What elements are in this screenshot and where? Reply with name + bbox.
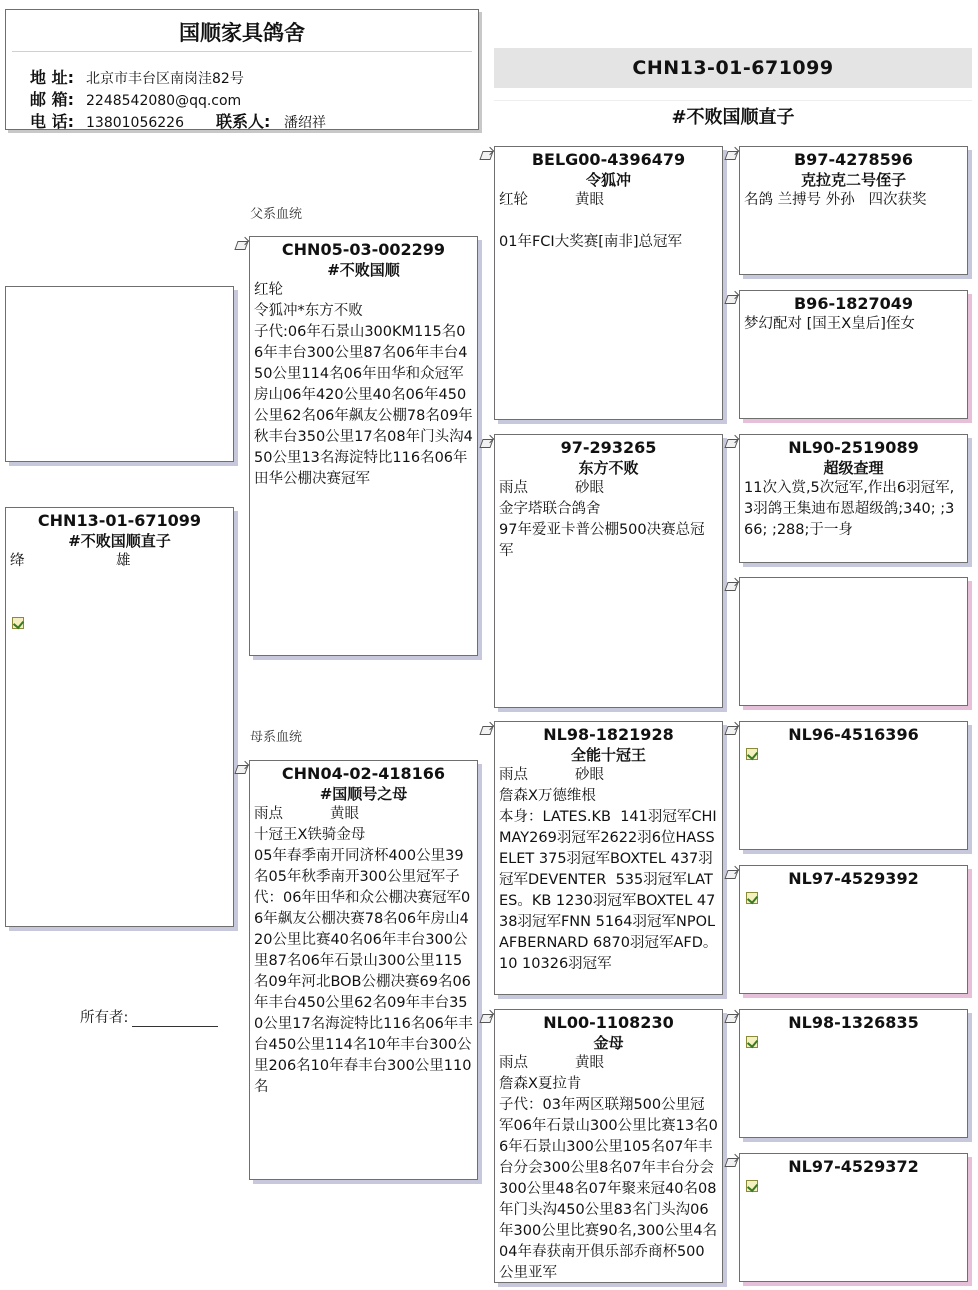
email-row bbox=[30, 87, 241, 110]
contact-label: 联系人: bbox=[216, 112, 271, 131]
edit-pin-icon[interactable] bbox=[724, 867, 738, 881]
ss-attributes bbox=[495, 190, 722, 211]
sds-name: 超级查理 bbox=[823, 459, 884, 477]
dds-ring: NL98-1326835 bbox=[788, 1013, 919, 1032]
subject-card[interactable] bbox=[5, 507, 234, 927]
ds-details: 詹森X万德维根 本身：LATES.KB 141羽冠军CHIMAY269羽冠军2622羽6位HASSELET 375羽冠军BOXTEL 437羽冠军DEVENTER 535羽冠军LATES。KB 1230羽冠军BOXTEL 4738羽冠军FNN 5164羽冠军NPOLAFBERNARD 6870羽冠军AFD。10 10326羽冠军 bbox=[499, 788, 718, 972]
pigeon-ring-number: CHN13-01-671099 bbox=[494, 48, 972, 88]
check-note-icon[interactable] bbox=[746, 748, 758, 760]
edit-pin-icon[interactable] bbox=[234, 238, 248, 252]
phone-label: 电 话: bbox=[30, 112, 74, 131]
sire-sire-card[interactable] bbox=[494, 146, 723, 420]
check-note-icon[interactable] bbox=[12, 617, 24, 629]
ssd-details: 梦幻配对 [国王X皇后]侄女 bbox=[744, 316, 915, 332]
edit-pin-icon[interactable] bbox=[724, 1011, 738, 1025]
ssd-ring: B96-1827049 bbox=[793, 294, 914, 313]
sd-details: 金字塔联合鸽舍 97年爱亚卡普公棚500决赛总冠军 bbox=[499, 501, 705, 559]
dam-details: 十冠王X铁骑金母 05年春季南开同济杯400公里39名05年秋季南开300公里冠军子代：06年田华和众公棚决赛冠军06年飙友公棚决赛78名06年房山420公里比赛40名06年丰台300公里87名06年石景山300公里115名09年河北BOB公棚决赛69名06年丰台450公里62名09年丰台350公里17名海淀特比116名06年丰台450公里114名10年丰台300公里206名10年春丰台300公里110名 bbox=[254, 827, 473, 1095]
dam-ring: CHN04-02-418166 bbox=[281, 764, 446, 783]
email-value: 2248542080@qq.com bbox=[86, 93, 242, 109]
loft-info-card bbox=[5, 9, 479, 130]
address-value: 北京市丰台区南岗洼82号 bbox=[86, 71, 244, 87]
edit-pin-icon[interactable] bbox=[479, 436, 493, 450]
sd-attributes bbox=[495, 478, 722, 499]
dam-color: 雨点 bbox=[254, 806, 283, 822]
dd-details: 詹森X夏拉肯 子代：03年两区联翔500公里冠军06年石景山300公里比赛13名06年石景山300公里105名07年丰台分会300公里8名07年丰台分会300公里48名07年聚来冠40名08年门头沟450公里83名门头沟06年300公里比赛90名,300公里4名04年春获南开俱乐部乔商杯500公里亚军 bbox=[499, 1076, 718, 1281]
ddd-card[interactable] bbox=[739, 1153, 968, 1282]
edit-pin-icon[interactable] bbox=[479, 723, 493, 737]
subject-color: 绛 bbox=[10, 553, 25, 569]
sss-ring: B97-4278596 bbox=[793, 150, 914, 169]
edit-pin-icon[interactable] bbox=[724, 1155, 738, 1169]
ssd-card[interactable] bbox=[739, 290, 968, 419]
owner-field[interactable] bbox=[80, 1006, 218, 1027]
ss-ring: BELG00-4396479 bbox=[531, 150, 686, 169]
sire-ring: CHN05-03-002299 bbox=[281, 240, 446, 259]
dds-card[interactable] bbox=[739, 1009, 968, 1138]
check-note-icon[interactable] bbox=[746, 1180, 758, 1192]
dam-dam-card[interactable] bbox=[494, 1009, 723, 1283]
dam-attributes bbox=[250, 804, 477, 825]
sd-name: 东方不败 bbox=[578, 459, 639, 477]
dam-card[interactable] bbox=[249, 760, 478, 1180]
edit-pin-icon[interactable] bbox=[724, 436, 738, 450]
email-label: 邮 箱: bbox=[30, 90, 74, 109]
address-label: 地 址: bbox=[30, 68, 74, 87]
check-note-icon[interactable] bbox=[746, 1036, 758, 1048]
phone-value: 13801056226 bbox=[86, 115, 184, 131]
sss-name: 克拉克二号侄子 bbox=[800, 171, 906, 189]
ds-eye: 砂眼 bbox=[575, 767, 604, 783]
sss-card[interactable] bbox=[739, 146, 968, 275]
check-note-icon[interactable] bbox=[746, 892, 758, 904]
dd-name: 金母 bbox=[593, 1034, 624, 1052]
edit-pin-icon[interactable] bbox=[724, 292, 738, 306]
ss-color: 红轮 bbox=[499, 192, 528, 208]
contact-value: 潘绍祥 bbox=[284, 115, 326, 131]
ds-name: 全能十冠王 bbox=[570, 746, 646, 764]
sds-ring: NL90-2519089 bbox=[788, 438, 919, 457]
dam-eye: 黄眼 bbox=[330, 806, 359, 822]
dam-sire-card[interactable] bbox=[494, 721, 723, 995]
sds-details: 11次入赏,5次冠军,作出6羽冠军,3羽鸽王集迪布恩超级鸽;340; ;366; ;288;于一身 bbox=[744, 480, 955, 538]
edit-pin-icon[interactable] bbox=[724, 579, 738, 593]
ddd-ring: NL97-4529372 bbox=[788, 1157, 919, 1176]
dam-line-label: 母系血统 bbox=[250, 730, 303, 745]
subject-ring: CHN13-01-671099 bbox=[37, 511, 202, 530]
edit-pin-icon[interactable] bbox=[724, 148, 738, 162]
edit-pin-icon[interactable] bbox=[234, 762, 248, 776]
phone-row bbox=[30, 109, 326, 132]
dss-card[interactable] bbox=[739, 721, 968, 850]
dd-eye: 黄眼 bbox=[575, 1055, 604, 1071]
sire-details: 红轮 令狐冲*东方不败 子代:06年石景山300KM115名06年丰台300公里87名06年丰台450公里114名06年田华和众冠军房山06年420公里40名06年450公里62名06年飙友公棚78名09年秋丰台350公里17名08年门头沟450公里13名海淀特比116名06年田华公棚决赛冠军 bbox=[254, 282, 473, 487]
ss-details: 01年FCI大奖赛[南非]总冠军 bbox=[499, 234, 683, 250]
dsd-card[interactable] bbox=[739, 865, 968, 994]
photo-box[interactable] bbox=[5, 286, 234, 462]
sire-name: #不败国顺 bbox=[327, 261, 400, 279]
sd-color: 雨点 bbox=[499, 480, 528, 496]
sdd-card[interactable] bbox=[739, 577, 968, 706]
pigeon-heading bbox=[494, 48, 972, 129]
edit-pin-icon[interactable] bbox=[479, 148, 493, 162]
ds-attributes bbox=[495, 765, 722, 786]
subject-sex: 雄 bbox=[116, 553, 131, 569]
owner-blank-line bbox=[132, 1026, 218, 1027]
sire-card[interactable] bbox=[249, 236, 478, 656]
dd-color: 雨点 bbox=[499, 1055, 528, 1071]
owner-label: 所有者: bbox=[80, 1010, 129, 1026]
address-row bbox=[30, 65, 244, 88]
sd-eye: 砂眼 bbox=[575, 480, 604, 496]
edit-pin-icon[interactable] bbox=[724, 723, 738, 737]
dsd-ring: NL97-4529392 bbox=[788, 869, 919, 888]
subject-name: #不败国顺直子 bbox=[68, 532, 171, 550]
ss-eye: 黄眼 bbox=[575, 192, 604, 208]
dd-attributes bbox=[495, 1053, 722, 1074]
ds-ring: NL98-1821928 bbox=[543, 725, 674, 744]
dd-ring: NL00-1108230 bbox=[543, 1013, 674, 1032]
dss-ring: NL96-4516396 bbox=[788, 725, 919, 744]
sire-dam-card[interactable] bbox=[494, 434, 723, 708]
subject-attributes bbox=[6, 551, 233, 572]
pigeon-name: #不败国顺直子 bbox=[494, 100, 972, 129]
dam-name: #国顺号之母 bbox=[319, 785, 408, 803]
sire-line-label: 父系血统 bbox=[250, 207, 303, 222]
sss-details: 名鸽 兰搏号 外孙 四次获奖 bbox=[744, 192, 927, 208]
edit-pin-icon[interactable] bbox=[479, 1011, 493, 1025]
sd-ring: 97-293265 bbox=[560, 438, 657, 457]
loft-title: 国顺家具鸽舍 bbox=[12, 10, 472, 52]
ss-name: 令狐冲 bbox=[585, 171, 631, 189]
ds-color: 雨点 bbox=[499, 767, 528, 783]
sds-card[interactable] bbox=[739, 434, 968, 563]
